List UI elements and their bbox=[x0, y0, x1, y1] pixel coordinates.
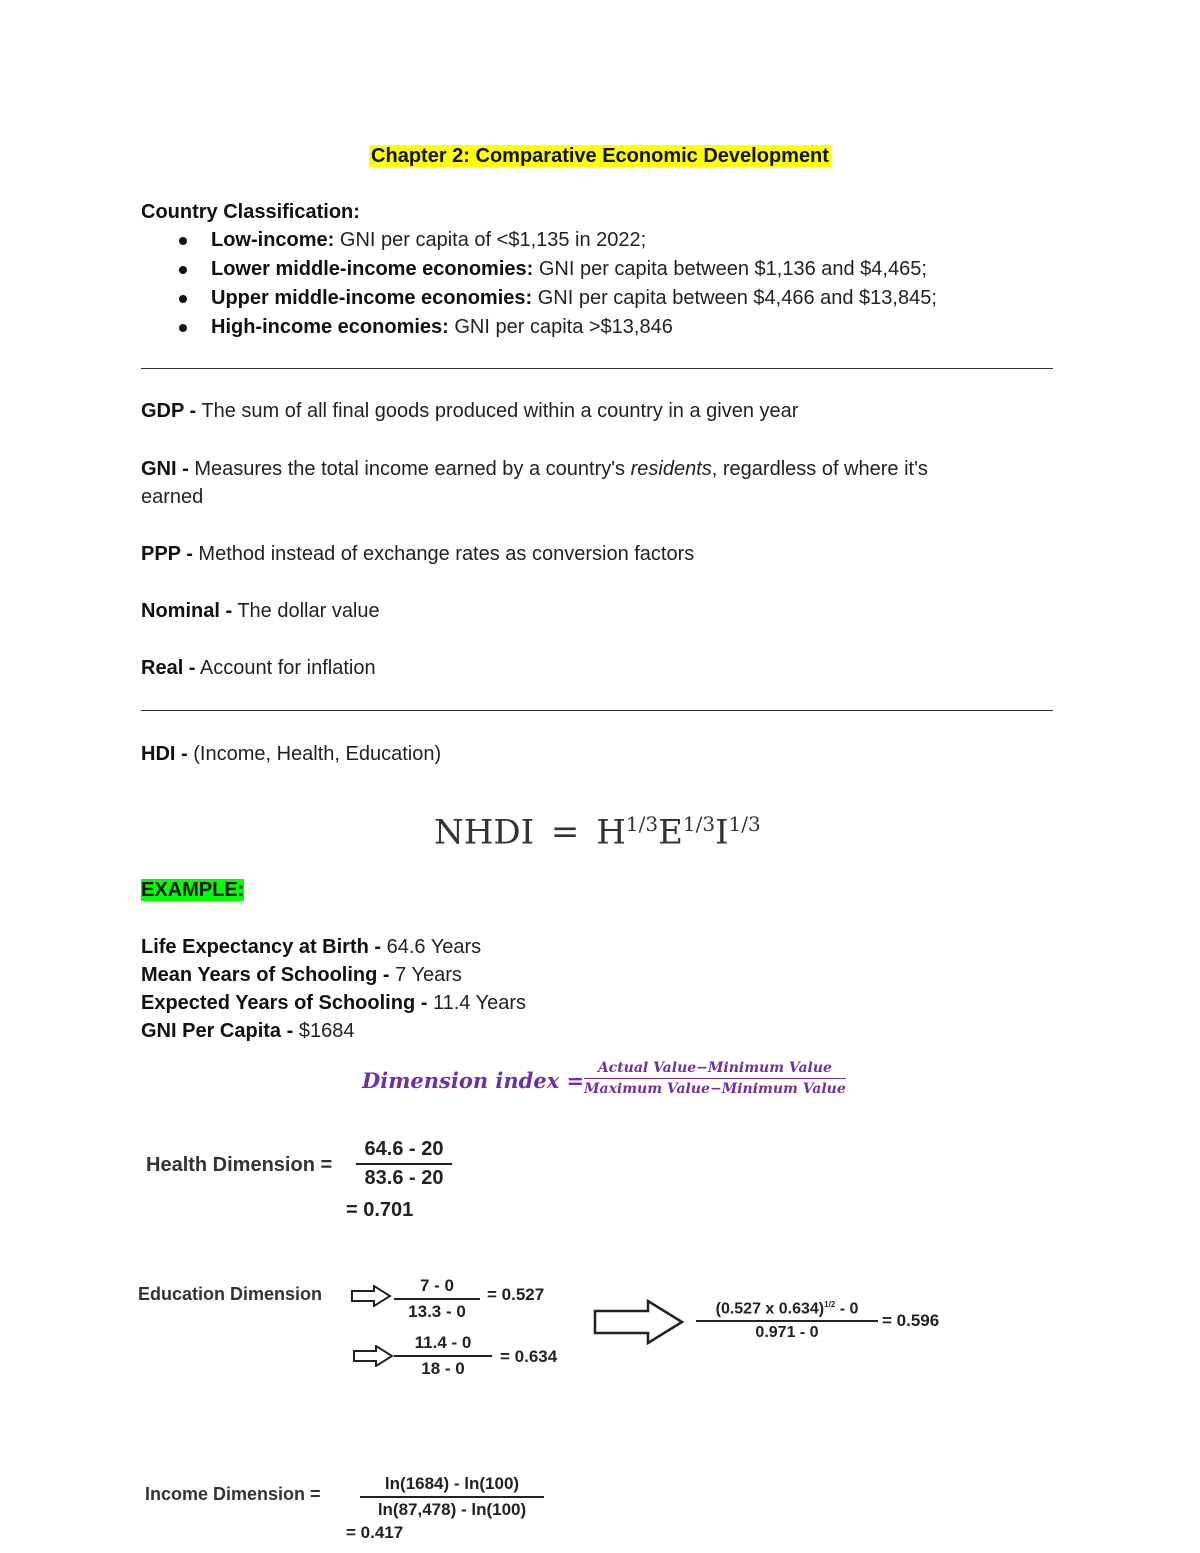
dimension-index-fraction bbox=[584, 1060, 846, 1097]
example-fact bbox=[141, 989, 526, 1017]
definition-nominal bbox=[141, 597, 380, 625]
item-text: GNI per capita between $1,136 and $4,465; bbox=[533, 258, 927, 280]
education-combined-fraction bbox=[696, 1300, 878, 1342]
formula-h: H bbox=[596, 812, 626, 853]
fraction-denominator: 13.3 - 0 bbox=[408, 1302, 466, 1321]
example-fact bbox=[141, 961, 462, 989]
fraction-bar bbox=[360, 1496, 544, 1498]
small-arrow-icon bbox=[350, 1285, 392, 1307]
item-term: Lower middle-income economies: bbox=[211, 258, 534, 280]
definition-gdp bbox=[141, 397, 798, 425]
education-result-1: = 0.527 bbox=[487, 1285, 545, 1304]
classification-list bbox=[141, 226, 937, 342]
numerator-minus: - 0 bbox=[839, 1300, 859, 1318]
education-fraction-2 bbox=[394, 1333, 492, 1379]
fraction-numerator: Actual Value−Minimum Value bbox=[597, 1060, 832, 1076]
title-highlight: Chapter 2: Comparative Economic Development bbox=[371, 145, 829, 167]
definition-text: The sum of all final goods produced within a country in a given year bbox=[196, 400, 799, 422]
fraction-bar bbox=[356, 1163, 452, 1165]
fraction-numerator: 7 - 0 bbox=[419, 1276, 455, 1295]
large-arrow-icon bbox=[592, 1298, 686, 1346]
fraction-numerator: ln(1684) - ln(100) bbox=[384, 1474, 520, 1493]
example-highlight: EXAMPLE: bbox=[141, 879, 245, 901]
health-dimension-label: Health Dimension = bbox=[146, 1154, 333, 1176]
fraction-denominator: 83.6 - 20 bbox=[364, 1167, 444, 1189]
definition-ppp bbox=[141, 540, 694, 568]
example-fact bbox=[141, 1017, 354, 1045]
fraction-denominator: ln(87,478) - ln(100) bbox=[377, 1500, 527, 1519]
item-text: GNI per capita of <$1,135 in 2022; bbox=[334, 229, 647, 251]
income-fraction bbox=[360, 1474, 544, 1520]
fact-value: 11.4 Years bbox=[427, 992, 526, 1014]
definition-hdi bbox=[141, 740, 441, 768]
formula-exponent: 1/3 bbox=[728, 812, 761, 836]
formula-exponent: 1/3 bbox=[625, 812, 659, 836]
definition-gni bbox=[141, 455, 928, 483]
definition-gni-continued bbox=[141, 483, 203, 511]
definition-text: Measures the total income earned by a country's bbox=[188, 458, 631, 480]
fraction-bar bbox=[584, 1078, 846, 1079]
income-result: = 0.417 bbox=[346, 1523, 404, 1542]
small-arrow-icon bbox=[352, 1345, 394, 1367]
divider-line bbox=[141, 368, 1053, 369]
item-term: Low-income: bbox=[211, 229, 335, 251]
term: HDI - bbox=[141, 743, 188, 765]
fraction-denominator: 18 - 0 bbox=[421, 1359, 465, 1378]
fraction-denominator: Maximum Value−Minimum Value bbox=[584, 1081, 846, 1097]
education-fraction-1 bbox=[394, 1276, 480, 1322]
classification-heading-text: Country Classification: bbox=[141, 201, 360, 223]
fact-value: $1684 bbox=[293, 1020, 355, 1042]
item-text: GNI per capita between $4,466 and $13,845; bbox=[532, 287, 937, 309]
term: Nominal - bbox=[141, 600, 233, 622]
term: PPP - bbox=[141, 543, 193, 565]
education-combined-result: = 0.596 bbox=[882, 1311, 940, 1330]
bullet-icon bbox=[179, 266, 187, 274]
divider-line bbox=[141, 710, 1053, 711]
item-text: GNI per capita >$13,846 bbox=[448, 316, 673, 338]
emphasis-text: residents bbox=[630, 458, 712, 480]
page-title bbox=[0, 142, 1200, 170]
fraction-numerator: 11.4 - 0 bbox=[414, 1333, 472, 1352]
term: GNI - bbox=[141, 458, 189, 480]
term: Real - bbox=[141, 657, 196, 679]
bullet-icon bbox=[179, 324, 187, 332]
example-label bbox=[141, 876, 244, 904]
fact-value: 64.6 Years bbox=[381, 936, 482, 958]
fraction-bar bbox=[394, 1355, 492, 1357]
income-dimension-label: Income Dimension = bbox=[145, 1484, 321, 1504]
bullet-icon bbox=[179, 237, 187, 245]
list-item bbox=[141, 313, 937, 342]
fraction-bar bbox=[394, 1298, 480, 1300]
fraction-numerator: 64.6 - 20 bbox=[364, 1138, 444, 1160]
list-item bbox=[141, 255, 937, 284]
definition-real bbox=[141, 654, 376, 682]
classification-heading bbox=[141, 198, 360, 226]
fraction-bar bbox=[696, 1320, 878, 1322]
nhdi-formula bbox=[434, 800, 761, 856]
numerator-product: (0.527 x 0.634) bbox=[715, 1300, 825, 1318]
dimension-index-lhs: Dimension index = bbox=[362, 1068, 585, 1093]
fraction-denominator: 0.971 - 0 bbox=[755, 1324, 819, 1342]
list-item bbox=[141, 284, 937, 313]
definition-text: earned bbox=[141, 486, 204, 508]
education-result-2: = 0.634 bbox=[500, 1347, 558, 1366]
fact-term: GNI Per Capita - bbox=[141, 1020, 294, 1042]
fraction-numerator bbox=[716, 1300, 859, 1318]
formula-equals: = bbox=[550, 812, 580, 853]
fact-term: Expected Years of Schooling - bbox=[141, 992, 428, 1014]
definition-text: (Income, Health, Education) bbox=[187, 743, 442, 765]
bullet-icon bbox=[179, 295, 187, 303]
numerator-exponent: 1/2 bbox=[824, 1300, 836, 1309]
definition-text: Account for inflation bbox=[195, 657, 376, 679]
list-item bbox=[141, 226, 937, 255]
term: GDP - bbox=[141, 400, 197, 422]
fact-value: 7 Years bbox=[389, 964, 462, 986]
health-fraction bbox=[356, 1138, 452, 1190]
item-term: Upper middle-income economies: bbox=[211, 287, 533, 309]
example-fact bbox=[141, 933, 481, 961]
formula-exponent: 1/3 bbox=[682, 812, 716, 836]
education-dimension-label: Education Dimension bbox=[138, 1284, 323, 1304]
formula-i: I bbox=[715, 812, 729, 853]
definition-text: Method instead of exchange rates as conversion factors bbox=[192, 543, 695, 565]
definition-text: The dollar value bbox=[232, 600, 380, 622]
health-result: = 0.701 bbox=[346, 1199, 414, 1221]
formula-lhs: NHDI bbox=[434, 812, 535, 853]
item-term: High-income economies: bbox=[211, 316, 449, 338]
fact-term: Life Expectancy at Birth - bbox=[141, 936, 382, 958]
formula-e: E bbox=[658, 812, 683, 853]
fact-term: Mean Years of Schooling - bbox=[141, 964, 390, 986]
definition-text: , regardless of where it's bbox=[711, 458, 928, 480]
